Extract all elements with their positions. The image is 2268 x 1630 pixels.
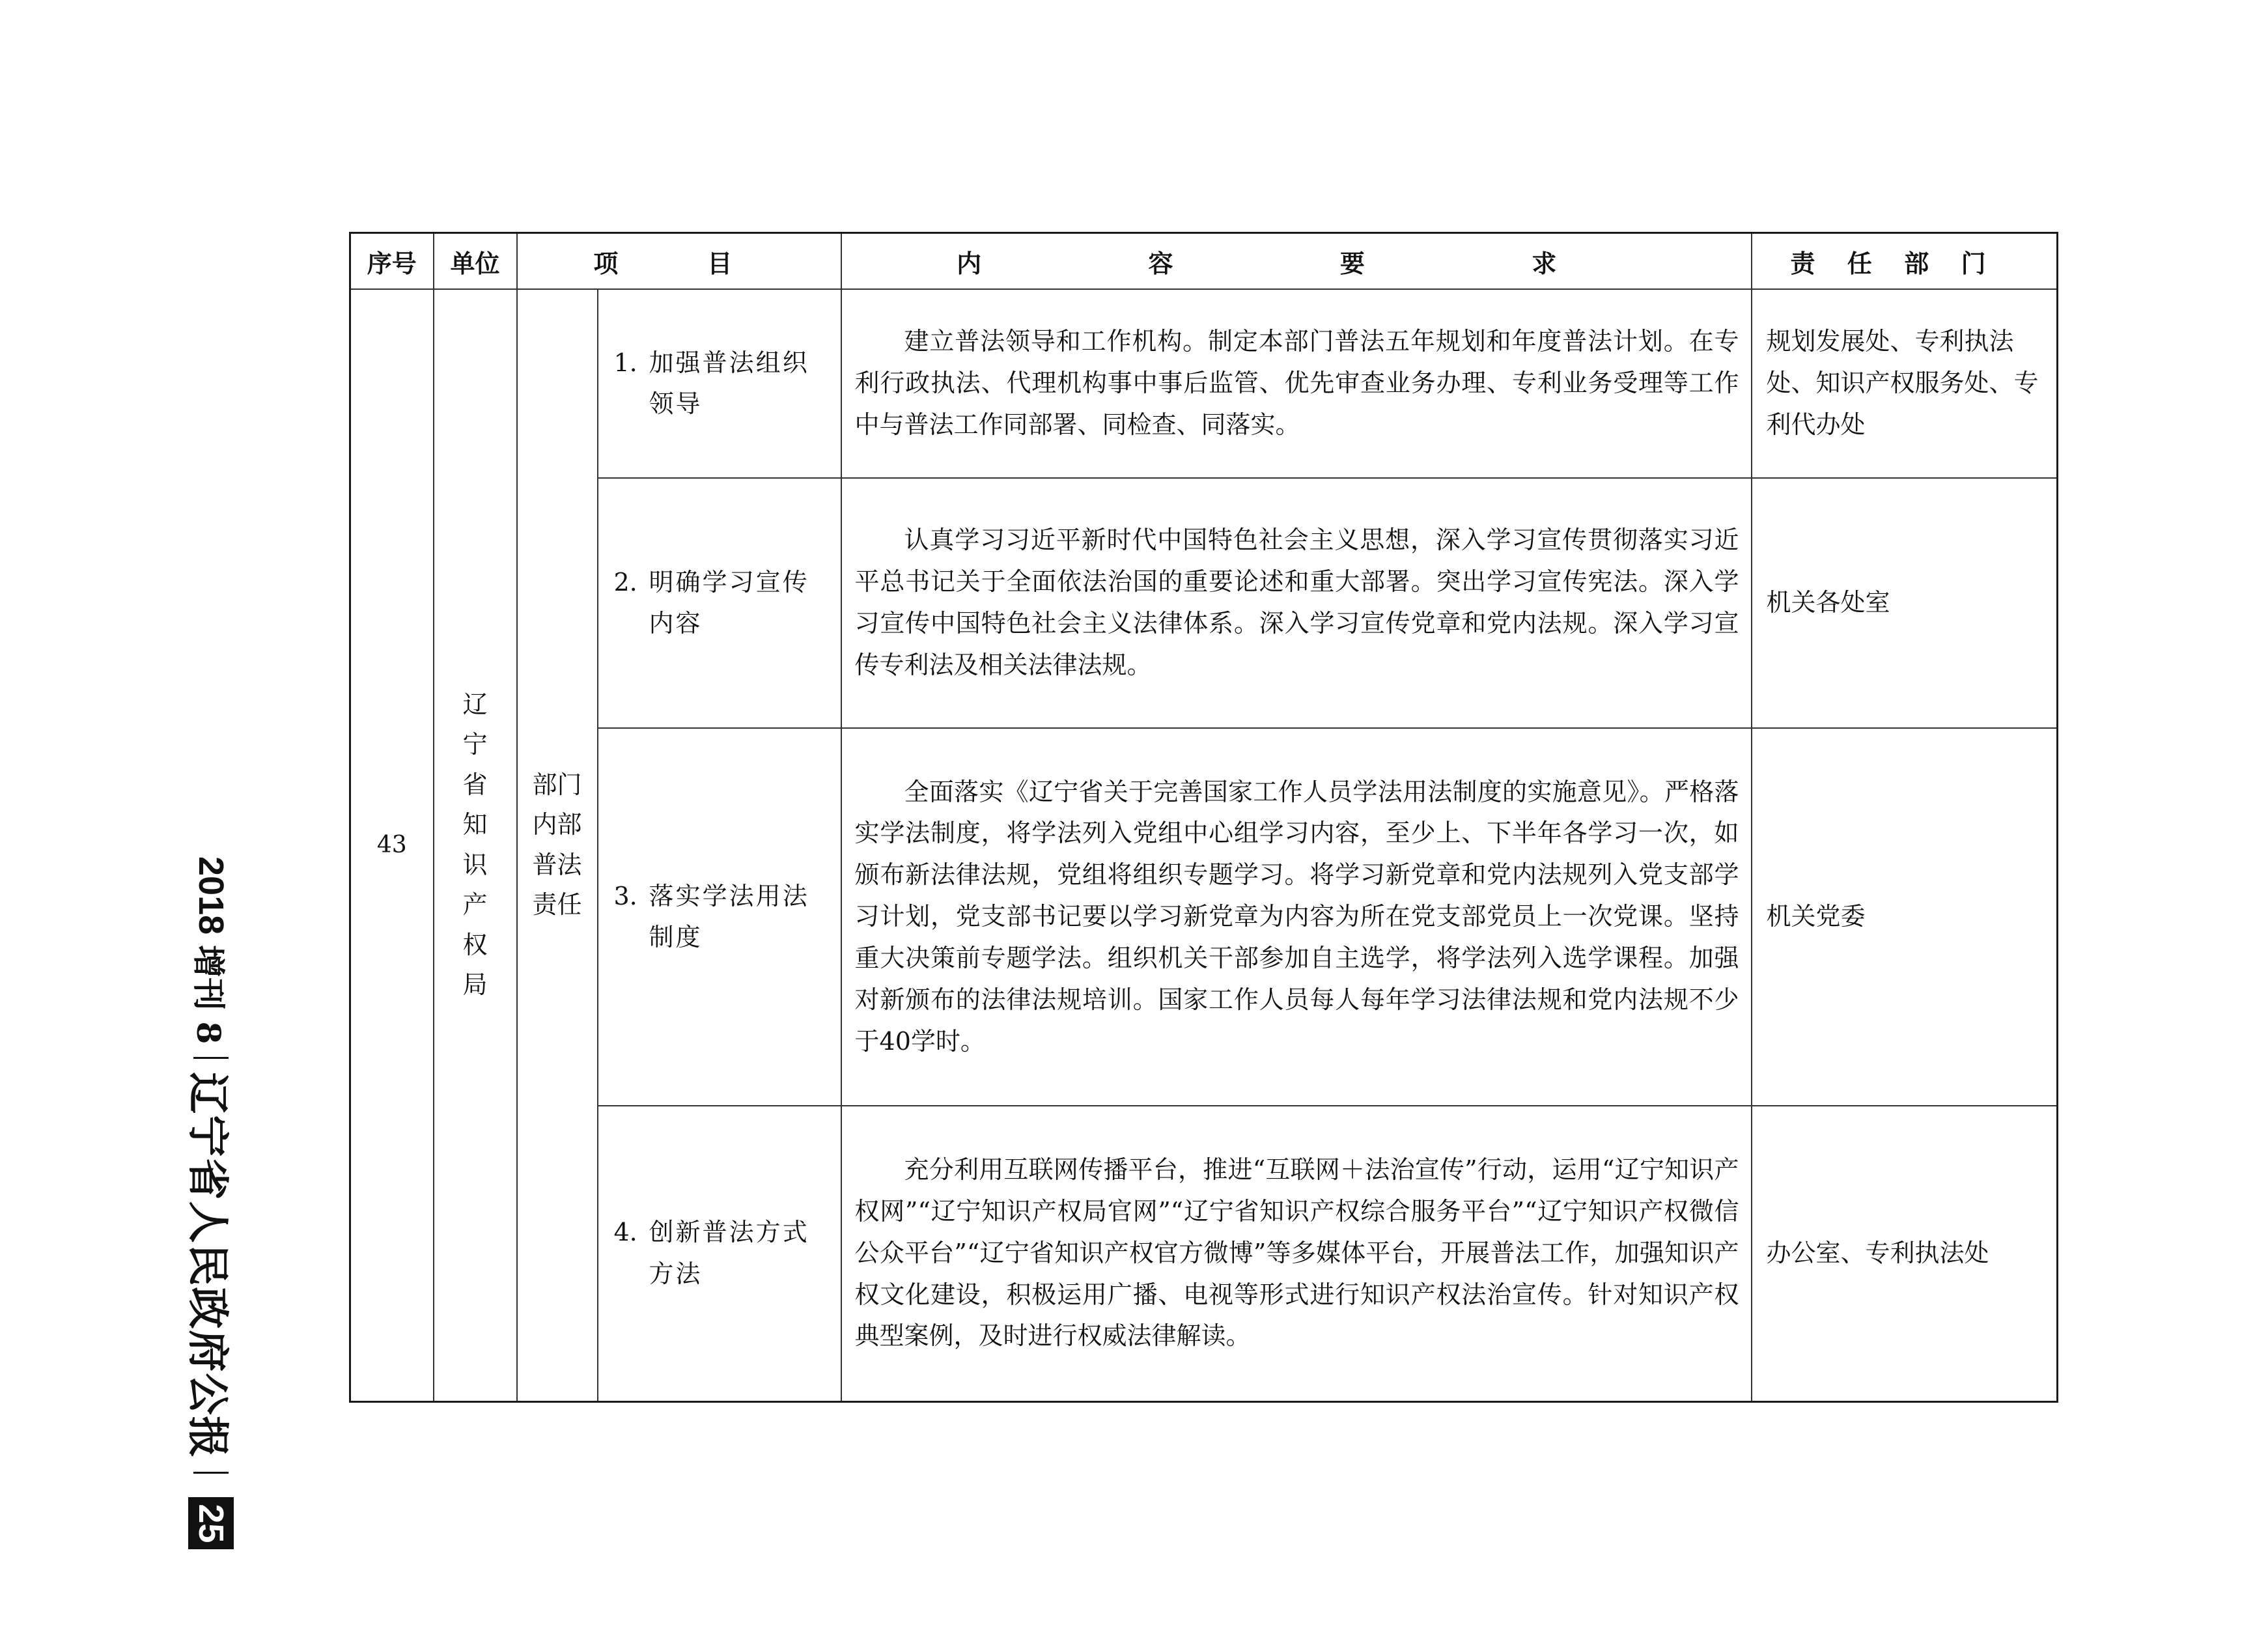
content-cell: [841, 289, 1752, 478]
journal-band: [183, 856, 257, 1543]
band-divider: [193, 1057, 229, 1059]
item-cell: [598, 1106, 841, 1401]
sub-category: 部门内部普法责任: [532, 770, 582, 920]
journal-band-text: [183, 856, 234, 1549]
content-text: 全面落实《辽宁省关于完善国家工作人员学法用法制度的实施意见》。严格落实学法制度，将学法列入党组中心组学习内容，至少上、下半年各学习一次，如颁布新法律法规，党组将组织专题学习。将学习新党章和党内法规列入党支部学习计划，党支部书记要以学习新党章为内容为所在党支部党员上一次党课。坚持重大决策前专题学法。组织机关干部参加自主选学，将学法列入选学课程。加强对新颁布的法律法规培训。国家工作人员每人每年学习法律法规和党内法规不少于40学时。: [854, 777, 1739, 1056]
header-unit: 单位: [434, 233, 517, 290]
item-cell: [598, 289, 841, 478]
journal-year: 2018: [191, 856, 231, 935]
item-title: 落实学法用法制度: [649, 881, 809, 951]
item-number: 1.: [613, 348, 637, 377]
item-title: 创新普法方式方法: [649, 1218, 809, 1288]
content-cell: [841, 478, 1752, 728]
dept-cell: 机关各处室: [1752, 478, 2058, 728]
dept-cell: 机关党委: [1752, 728, 2058, 1106]
unit-name: 辽宁省知识产权局: [462, 690, 488, 1000]
unit-cell: [434, 289, 517, 1401]
item-title: 加强普法组织领导: [649, 348, 809, 418]
header-seq: 序号: [350, 233, 434, 290]
dept-cell: 规划发展处、专利执法处、知识产权服务处、专利代办处: [1752, 289, 2058, 478]
journal-title: 辽宁省人民政府公报: [183, 1072, 232, 1459]
item-number: 2.: [613, 567, 637, 597]
content-table: [349, 232, 2058, 1403]
table-row: [350, 478, 2058, 728]
header-row: [350, 233, 2058, 290]
item-title: 明确学习宣传内容: [649, 567, 809, 638]
item-cell: [598, 728, 841, 1106]
item-number: 4.: [613, 1218, 637, 1247]
content-text: 充分利用互联网传播平台，推进“互联网＋法治宣传”行动，运用“辽宁知识产权网”“辽宁知识产权局官网”“辽宁省知识产权综合服务平台”“辽宁知识产权微信公众平台”“辽宁省知识产权官方微博”等多媒体平台，开展普法工作，加强知识产权文化建设，积极运用广播、电视等形式进行知识产权法治宣传。针对知识产权典型案例，及时进行权威法律解读。: [854, 1155, 1739, 1351]
item-cell: [598, 478, 841, 728]
band-divider: [193, 1472, 229, 1474]
page-number: 25: [188, 1497, 234, 1549]
seq-cell: 43: [350, 289, 434, 1401]
content-cell: [841, 728, 1752, 1106]
table-row: [350, 1106, 2058, 1401]
header-item: 项 目: [517, 233, 841, 290]
journal-issue: 增刊 8: [189, 945, 228, 1045]
table-row: [350, 289, 2058, 478]
header-dept: 责任部门: [1752, 233, 2058, 290]
header-content: 内 容 要 求: [841, 233, 1752, 290]
content-cell: [841, 1106, 1752, 1401]
content-text: 建立普法领导和工作机构。制定本部门普法五年规划和年度普法计划。在专利行政执法、代理机构事中事后监管、优先审查业务办理、专利业务受理等工作中与普法工作同部署、同检查、同落实。: [854, 327, 1739, 439]
dept-cell: 办公室、专利执法处: [1752, 1106, 2058, 1401]
item-number: 3.: [613, 881, 637, 910]
sub-category-cell: [517, 289, 598, 1401]
table-row: [350, 728, 2058, 1106]
content-text: 认真学习习近平新时代中国特色社会主义思想，深入学习宣传贯彻落实习近平总书记关于全面依法治国的重要论述和重大部署。突出学习宣传宪法。深入学习宣传中国特色社会主义法律体系。深入学习宣传党章和党内法规。深入学习宣传专利法及相关法律法规。: [854, 526, 1739, 679]
